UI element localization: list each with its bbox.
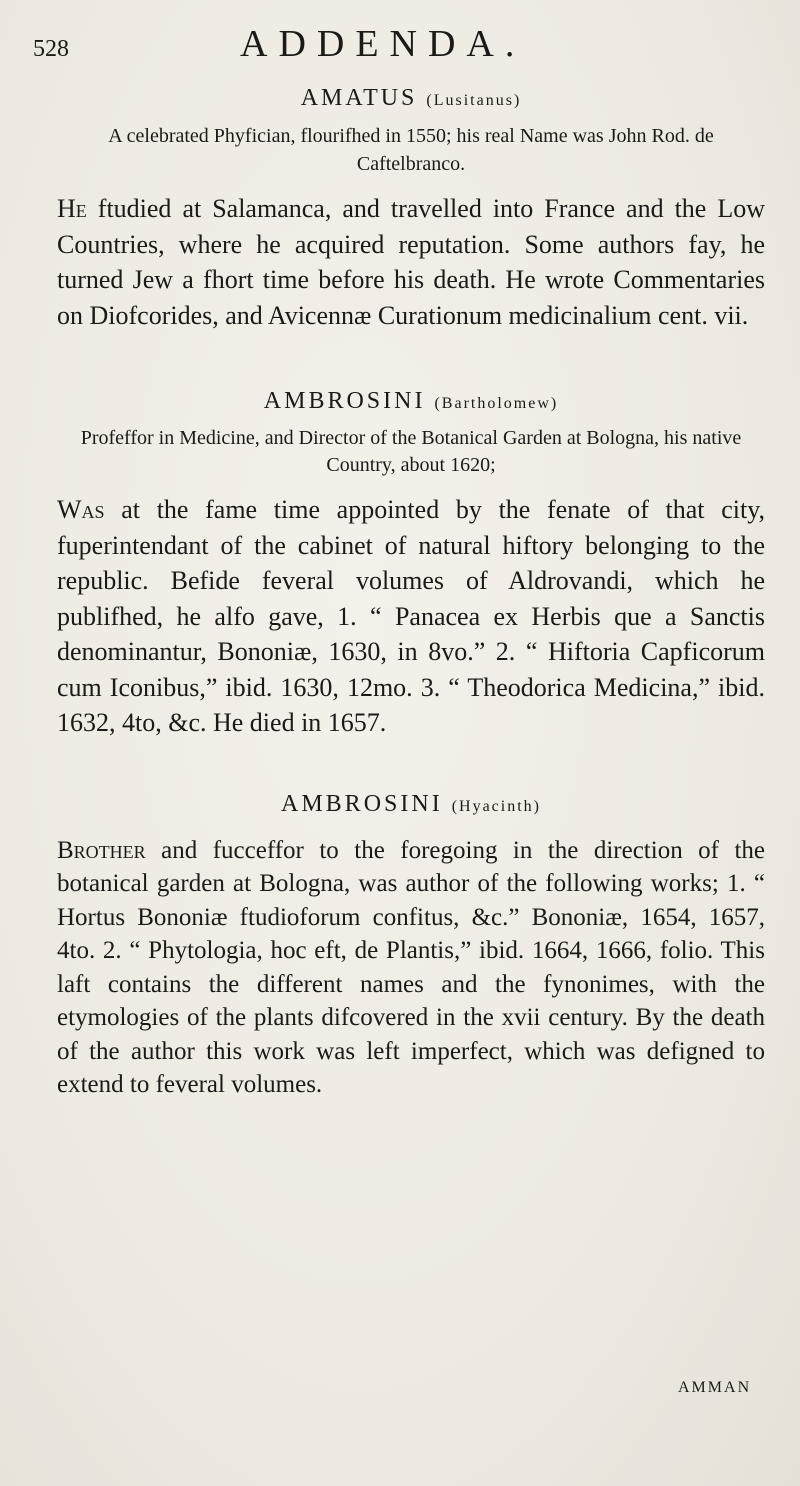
entry-body-text: and fucceffor to the foregoing in the direction of the botanical garden at Bologna, was author of the following works; 1. “ Hortus Bononiæ ftudioforum confitus, &c.” Bononiæ, 1654, 1657, 4to. 2. “ Phytologia, hoc eft, de Plantis,” ibid. 1664, 1666, folio. This laft contains the different names and the fynonimes, with the etymologies of the plants difcovered in the xvii century. By the death of the author this work was left imperfect, which was defigned to extend to feveral volumes. [57, 836, 765, 1098]
entry-amatus [57, 85, 765, 333]
page-header [33, 20, 773, 65]
page-number: 528 [33, 36, 69, 62]
entry-body-text: at the fame time appointed by the fenate of that city, fuperintendant of the cabinet of natural hiftory belonging to the republic. Befide feveral volumes of Aldrovandi, which he publifhed, he alfo gave, 1. “ Panacea ex Herbis que a Sanctis denominantur, Bononiæ, 1630, in 8vo.” 2. “ Hiftoria Capficorum cum Iconibus,” ibid. 1630, 12mo. 3. “ Theodorica Medicina,” ibid. 1632, 4to, &c. He died in 1657. [57, 495, 765, 737]
entry-ambrosini-bartholomew [57, 388, 765, 741]
entry-paragraph [57, 191, 765, 333]
entry-subtitle: Profeffor in Medicine, and Director of the Botanical Garden at Bologna, his native Country, about 1620; [80, 427, 742, 476]
page-body [57, 85, 765, 1102]
entry-heading [57, 85, 765, 112]
entry-lead-word: He [57, 194, 87, 223]
entry-lead-word: Brother [57, 836, 146, 864]
entry-given-name: (Hyacinth) [451, 797, 541, 815]
entry-heading [57, 388, 765, 415]
entry-given-name: (Lusitanus) [426, 92, 522, 109]
entry-name: AMBROSINI [281, 790, 443, 817]
entry-body-text: ftudied at Salamanca, and travelled into France and the Low Countries, where he acquired reputation. Some authors fay, he turned Jew a fhort time before his death. He wrote Commentaries on Diofcorides, and Avicennæ Curationum medicinalium cent. vii. [57, 194, 765, 330]
entry-paragraph [57, 492, 765, 741]
entry-ambrosini-hyacinth [57, 791, 765, 1102]
entry-name: AMBROSINI [263, 388, 426, 414]
entry-heading [57, 791, 765, 818]
entry-paragraph [57, 834, 765, 1102]
catchword: AMMAN [678, 1379, 752, 1396]
entry-given-name: (Bartholomew) [434, 395, 559, 412]
entry-subtitle: A celebrated Phyfician, flourifhed in 1550; his real Name was John Rod. de Caftelbranco. [108, 125, 714, 175]
entry-name: AMATUS [300, 85, 418, 111]
entry-lead-word: Was [57, 495, 105, 524]
running-head: ADDENDA. [240, 23, 526, 65]
